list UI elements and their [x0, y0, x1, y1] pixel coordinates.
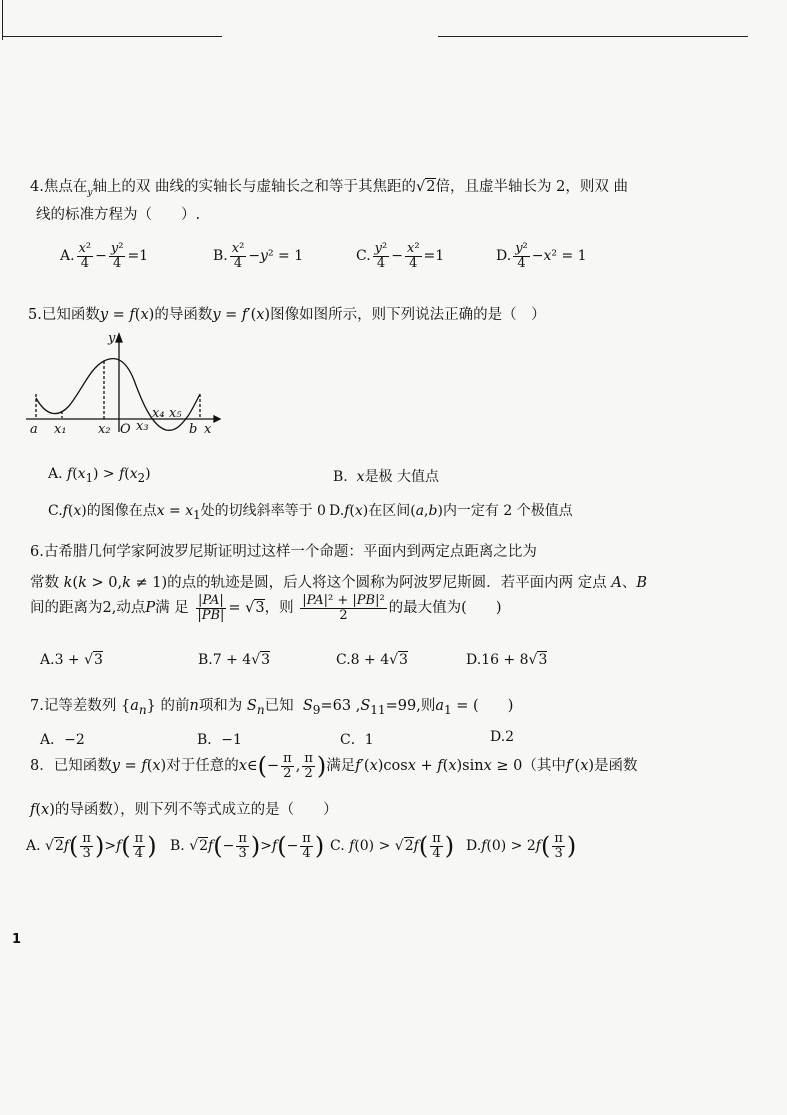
- q6-option-a[interactable]: A.3 + √3: [40, 652, 103, 668]
- q5-option-a[interactable]: A. $f(x_1) > f(x_2)$: [48, 466, 151, 485]
- q8-stem-line1: 8．已知函数y = f(x)对于任意的x∈(− $\frac{\pi}{2}$ , $\frac{\pi}{2}$ )满足f′(x)cosx + f(x)sinx ≥ 0（其中f′(x)是函数: [30, 751, 638, 781]
- header-rule: [438, 36, 748, 37]
- y-axis-arrow: [116, 334, 122, 342]
- q5-stem: 5.已知函数y = f(x)的导函数y = f′(x)图像如图所示，则下列说法正确的是（ ）: [28, 307, 546, 323]
- q8-option-a[interactable]: A. √2f( $\frac{\pi}{3}$ )>f( $\frac{\pi}{4}$ ): [26, 831, 157, 861]
- x-axis-arrow: [214, 416, 220, 422]
- q8-option-c[interactable]: C. f(0) > √2f( $\frac{\pi}{4}$ ): [330, 831, 455, 861]
- q8-stem-line2: f(x)的导函数），则下列不等式成立的是（ ）: [30, 802, 338, 818]
- q4-option-a[interactable]: A. $\frac{\text{x²}}{4}$ − $\frac{\text{y²}}{4}$ =1: [60, 241, 149, 271]
- q4-option-d[interactable]: D. $\frac{\text{y²}}{4}$ −x² = 1: [496, 241, 587, 271]
- label-b: b: [189, 422, 198, 437]
- q7-option-a[interactable]: A．−2: [40, 732, 85, 748]
- q5-option-d[interactable]: D.f(x)在区间(a,b)内一定有 2 个极值点: [329, 503, 573, 519]
- q6-stem-line3: 间的距离为2,动点P满 足 $\frac{|PA|}{|PB|}$ = √3，则 $\frac{\text{|PA|² + |PB|²}}{2}$ 的最大值为( ): [30, 593, 502, 623]
- label-x3: x₃: [136, 419, 149, 434]
- label-x4: x₄: [152, 406, 165, 421]
- q7-option-d[interactable]: D.2: [490, 729, 515, 745]
- q5-option-b[interactable]: B. x是极 大值点: [333, 469, 440, 485]
- q4-option-b[interactable]: B. $\frac{\text{x²}}{4}$ −y² = 1: [213, 241, 304, 271]
- q7-option-b[interactable]: B．−1: [197, 732, 242, 748]
- label-x5: x₅: [169, 406, 182, 421]
- page-edge: [2, 0, 3, 40]
- q6-stem-line2: 常数 k(k > 0,k ≠ 1)的点的轨迹是圆，后人将这个圆称为阿波罗尼斯圆．若平面内两 定点 A、B: [30, 575, 647, 591]
- derivative-graph: [24, 328, 224, 438]
- label-x1: x₁: [54, 422, 67, 437]
- q4-option-c[interactable]: C. $\frac{\text{y²}}{4}$ − $\frac{\text{x²}}{4}$ =1: [356, 241, 445, 271]
- q7-option-c[interactable]: C．1: [340, 732, 374, 748]
- q6-option-d[interactable]: D.16 + 8√3: [466, 652, 548, 668]
- q6-stem-line1: 6.古希腊几何学家阿波罗尼斯证明过这样一个命题：平面内到两定点距离之比为: [30, 544, 537, 560]
- label-o: O: [120, 422, 131, 437]
- q8-option-d[interactable]: D.f(0) > 2f( $\frac{\pi}{3}$ ): [466, 831, 577, 861]
- q4-stem-line2: 线的标准方程为（ ）.: [36, 207, 201, 223]
- label-a: a: [30, 422, 38, 437]
- label-x: x: [204, 422, 212, 437]
- q8-option-b[interactable]: B. √2f(− $\frac{\pi}{3}$ )>f(− $\frac{\pi}{4}$ ): [170, 831, 325, 861]
- q7-stem: 7.记等差数列 $\{a_n\}$ 的前n项和为 $S_n$已知 $S_9=63$ $,S_{11}=99$,则$a_1$ = ( ): [30, 698, 514, 717]
- header-rule: [2, 36, 222, 37]
- q6-option-c[interactable]: C.8 + 4√3: [336, 652, 408, 668]
- label-x2: x₂: [98, 422, 111, 437]
- label-y: y: [108, 331, 116, 346]
- q6-option-b[interactable]: B.7 + 4√3: [198, 652, 271, 668]
- q5-option-c[interactable]: C.f(x)的图像在点$x = x_1$处的切线斜率等于 0: [48, 503, 326, 522]
- q4-stem-line1: 4.焦点在$_y$轴上的双 曲线的实轴长与虚轴长之和等于其焦距的√2倍，且虚半轴长为 2，则双 曲: [30, 179, 628, 198]
- page-number: 1: [12, 932, 22, 947]
